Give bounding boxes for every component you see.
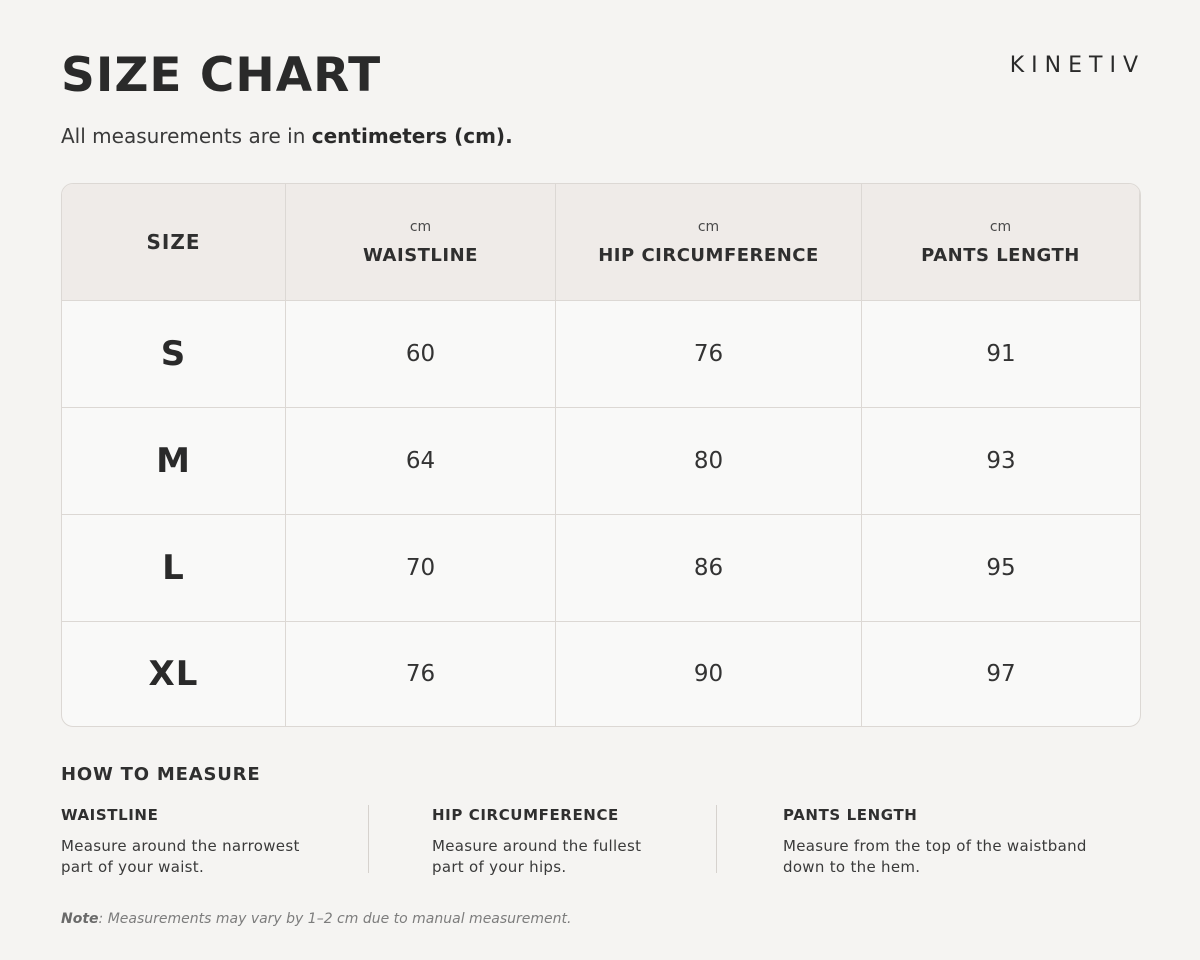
column-divider	[716, 805, 717, 873]
header-label-size: SIZE	[146, 230, 201, 254]
header-label-pants-length: PANTS LENGTH	[921, 244, 1080, 266]
footnote	[61, 911, 571, 927]
waistline-cell: 76	[286, 622, 556, 726]
header-unit: cm	[409, 218, 432, 235]
how-to-measure-heading: HOW TO MEASURE	[61, 764, 261, 785]
header-label-hip: HIP CIRCUMFERENCE	[598, 244, 819, 266]
note-label: Note	[61, 911, 99, 927]
pants-length-cell: 91	[862, 301, 1140, 408]
tip-title-pants-length: PANTS LENGTH	[783, 806, 918, 824]
tip-text-line: Measure from the top of the waistband	[783, 837, 1087, 855]
tip-pants-length	[783, 806, 1087, 878]
header-unit: cm	[989, 218, 1012, 235]
pants-length-cell: 95	[862, 515, 1140, 622]
hip-cell: 80	[556, 408, 862, 515]
size-cell-xl: XL	[62, 622, 286, 726]
size-cell-l: L	[62, 515, 286, 622]
note-text: : Measurements may vary by 1–2 cm due to manual measurement.	[98, 911, 572, 927]
table-header-pants-length	[862, 184, 1140, 301]
pants-length-cell: 93	[862, 408, 1140, 515]
brand-logo: KINETIV	[1009, 53, 1145, 78]
waistline-cell: 70	[286, 515, 556, 622]
pants-length-cell: 97	[986, 661, 1016, 687]
tip-waistline	[61, 806, 300, 878]
hip-cell: 90	[556, 622, 862, 726]
page-title: SIZE CHART	[61, 48, 382, 103]
tip-text-line: Measure around the narrowest	[61, 837, 300, 855]
subtitle-text: All measurements are in	[61, 124, 312, 148]
page-subtitle	[61, 124, 513, 148]
waistline-cell: 64	[286, 408, 556, 515]
size-cell-m: M	[62, 408, 286, 515]
table-header-size	[62, 184, 286, 301]
column-divider	[368, 805, 369, 873]
tip-text-line: part of your waist.	[61, 858, 205, 876]
tip-title-hip: HIP CIRCUMFERENCE	[432, 806, 619, 824]
tip-text-line: down to the hem.	[783, 858, 921, 876]
tip-text-line: part of your hips.	[432, 858, 567, 876]
tip-hip	[432, 806, 641, 878]
size-table	[61, 183, 1141, 727]
table-header-hip	[556, 184, 862, 301]
header-unit: cm	[697, 218, 720, 235]
header-label-waistline: WAISTLINE	[363, 244, 478, 266]
waistline-cell: 60	[286, 301, 556, 408]
tip-title-waistline: WAISTLINE	[61, 806, 159, 824]
hip-cell: 76	[556, 301, 862, 408]
table-header-waistline	[286, 184, 556, 301]
tip-text-line: Measure around the fullest	[432, 837, 642, 855]
hip-cell: 86	[556, 515, 862, 622]
size-cell-s: S	[62, 301, 286, 408]
subtitle-unit: centimeters (cm).	[311, 124, 513, 148]
